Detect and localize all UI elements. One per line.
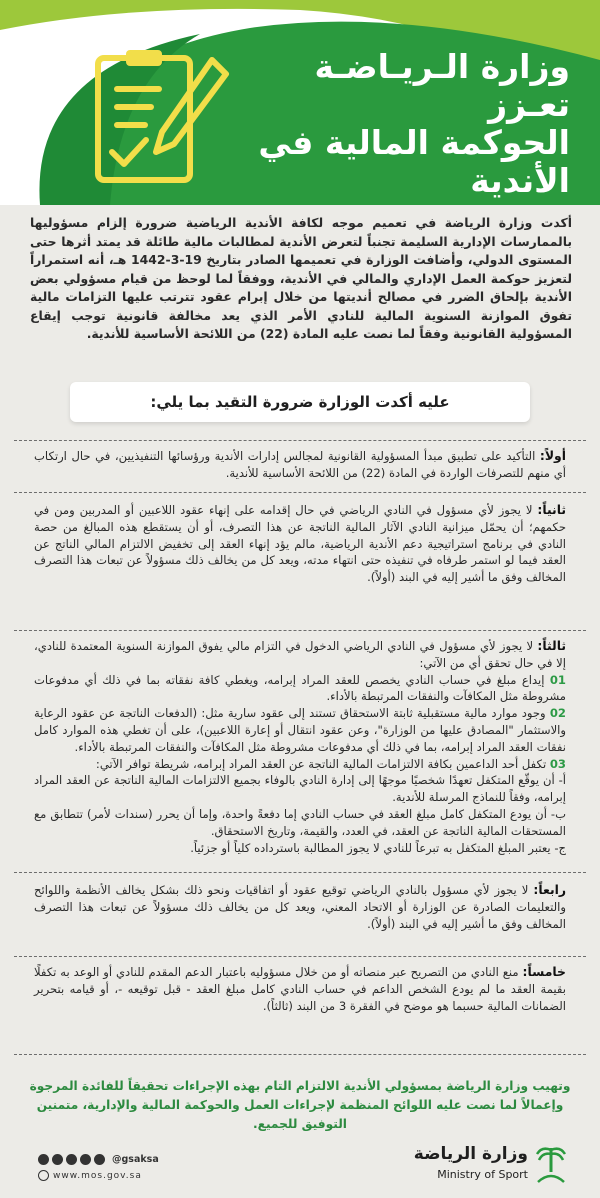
section-divider [14,492,586,493]
section-lead: رابعاً: [533,882,566,897]
section-divider [14,872,586,873]
section-text: لا يجوز لأي مسؤول بالنادي الرياضي توقيع عقود أو اتفاقيات ونحو ذلك بشكل يخالف الأنظمة واللوائح والتعليمات الصادرة عن الوزارة أو الاتحاد المعني، ويعد كل من يخالف ذلك مسؤولاً عن تبعات هذا التصرف المخالف وفق ما أشير إليه في البند (أولاً). [34,883,566,931]
website-link[interactable] [38,1170,142,1181]
sub-item-c: ج- يعتبر المبلغ المتكفل به تبرعاً للنادي لا يجوز المطالبة باسترداده كلياً أو جزئياً. [190,840,566,855]
section-first [34,448,566,482]
social-handle[interactable]: @gsaksa [112,1153,159,1165]
title-line-2: الحوكمة المالية في [258,123,570,162]
section-text: التأكيد على تطبيق مبدأ المسؤولية القانونية لمجالس إدارات الأندية ورؤسائها التنفيذيين، في حال ارتكاب أي منهم للتصرفات الواردة في المادة (22) من اللائحة الأساسية للأندية. [34,449,566,480]
section-lead: ثالثاً: [537,638,566,653]
section-text: لا يجوز لأي مسؤول في النادي الرياضي في حال إقدامه على إنهاء عقود اللاعبين أو المدربين ومن في حكمهم؛ أن يحمّل ميزانية النادي الآثار المالية الناتجة عن هذا التصرف، أو أن يستقطع هذه المبالغ من حصة النادي في برنامج استراتيجية دعم الأندية الرياضية، مالم يؤد إنهاء العقد إلى تخفيض الالتزام المالي الناتج عن العقد فيما لو استمر طرفاه في تنفيذه حتى انتهاء مدته، ويعد كل من يخالف ذلك مسؤولاً عن تبعات هذا التصرف المخالف وفق ما أشير إليه في البند (أولاً). [34,503,566,585]
callout-box: عليه أكدت الوزارة ضرورة التقيد بما يلي: [70,382,530,422]
closing-statement: وتهيب وزارة الرياضة بمسؤولي الأندية الالتزام التام بهذه الإجراءات تحقيقاً للفائدة المرجوة وإعمالاً لما نصت عليه اللوائح المنظمة لإجراءات العمل والحوكمة المالية والإدارية، متمنين التوفيق للجميع. [29,1079,571,1131]
section-divider [14,956,586,957]
section-lead: ثانياً: [537,502,566,517]
section-fourth [34,882,566,932]
section-third [34,638,566,856]
title-line-3: الأندية [470,161,570,200]
section-text: لا يجوز لأي مسؤول في النادي الرياضي الدخول في التزام مالي يفوق الموازنة السنوية المعتمدة للنادي، إلا في حال تحقق أي من الآتي: [34,639,566,670]
twitter-icon[interactable] [38,1154,49,1165]
section-divider [14,630,586,631]
facebook-icon[interactable] [94,1154,105,1165]
section-divider [14,1054,586,1055]
list-item: تكفل أحد الداعمين بكافة الالتزامات المالية الناتجة عن العقد المراد إبرامه، شريطة توافر الآتي: [95,756,550,771]
footer [0,1130,600,1198]
youtube-icon[interactable] [66,1154,77,1165]
website-text: www.mos.gov.sa [53,1170,142,1181]
page-title [240,48,570,200]
instagram-icon[interactable] [52,1154,63,1165]
logo-english-name: Ministry of Sport [437,1168,528,1181]
section-lead: خامساً: [522,964,566,979]
sub-item-a: أ- أن يوقّع المتكفل تعهدًا شخصيًا موجهًا إلى إدارة النادي بالوفاء بجميع الالتزامات المالية الناتجة عن العقد المراد إبرامه، وفقاً للنماذج المرسلة للأندية. [34,773,566,805]
ministry-logo [410,1142,570,1190]
section-divider [14,440,586,441]
list-item: إيداع مبلغ في حساب النادي يخصص للعقد المراد إبرامه، ويغطي كافة نفقاته بما في ذلك أي مدفوعات مشروطة مثل المكافآت والنفقات المرتبطة بالأداء. [34,672,566,704]
globe-icon [38,1170,49,1181]
item-number: 03 [549,756,566,771]
sub-item-b: ب- أن يودع المتكفل كامل مبلغ العقد في حساب النادي إما دفعةً واحدة، وإما أن يحرر (سندات لأمر) تتطابق مع المستحقات المالية الناتجة عن العقد، في العدد، والقيمة، وتاريخ الاستحقاق. [34,806,566,838]
section-lead: أولاً: [539,448,566,463]
header-banner [0,0,600,205]
palm-swords-icon [532,1142,570,1186]
item-number: 02 [549,706,566,721]
snapchat-icon[interactable] [80,1154,91,1165]
section-fifth [34,964,566,1014]
logo-arabic-name: وزارة الرياضة [413,1144,528,1164]
intro-paragraph: أكدت وزارة الرياضة في تعميم موجه لكافة الأندية الرياضية ضرورة إلزام مسؤوليها بالممارسات الإدارية السليمة تجنباً لتعرض الأندية لمطالبات مالية طائلة قد يمتد أثرها حتى المستوى الدولي، وأضافت الوزارة في تعميمها الصادر بتاريخ 19-3-1442 هـ، أنه استمراراً لتعزيز حوكمة العمل الإداري والمالي في الأندية، ووفقاً لما لوحظ من قيام مسؤولي بعض الأندية بإلحاق الضرر في مصالح أنديتها من خلال إبرام عقود تترتب عليها التزامات مالية تفوق الموازنة السنوية المالية للنادي الأمر الذي يعد مخالفة قانونية توجب إيقاع المسؤولية القانونية وفقاً لما نصت عليه المادة (22) من اللائحة الأساسية للأندية. [30,215,572,341]
section-second [34,502,566,586]
social-links [38,1150,159,1168]
title-line-1: وزارة الـريـاضـة تعـزز [314,47,570,124]
item-number: 01 [549,672,566,687]
list-item: وجود موارد مالية مستقبلية ثابتة الاستحقاق تستند إلى عقود سارية مثل: (الدفعات الناتجة عن عقود الرعاية والاستثمار "المصادق عليها من الوزارة"، وعن عقود انتقال أو إعارة اللاعبين)، على أن تغطي هذه الموارد كامل نفقات العقد المراد إبرامه، بما في ذلك أي مدفوعات مشروطة مثل المكافآت والنفقات المرتبطة بالأداء. [34,706,566,754]
section-text: منع النادي من التصريح عبر منصاته أو من خلال مسؤوليه باعتبار الدعم المقدم للنادي أو الوعد به تكفلًا بقيمة العقد ما لم يودع الشخص الداعم في حساب النادي كامل مبلغ العقد - قبل توقيعه -، أو قيامه بتحرير الضمانات المالية حسبما هو موضح في الفقرة 3 من البند (ثالثاً). [34,965,566,1013]
